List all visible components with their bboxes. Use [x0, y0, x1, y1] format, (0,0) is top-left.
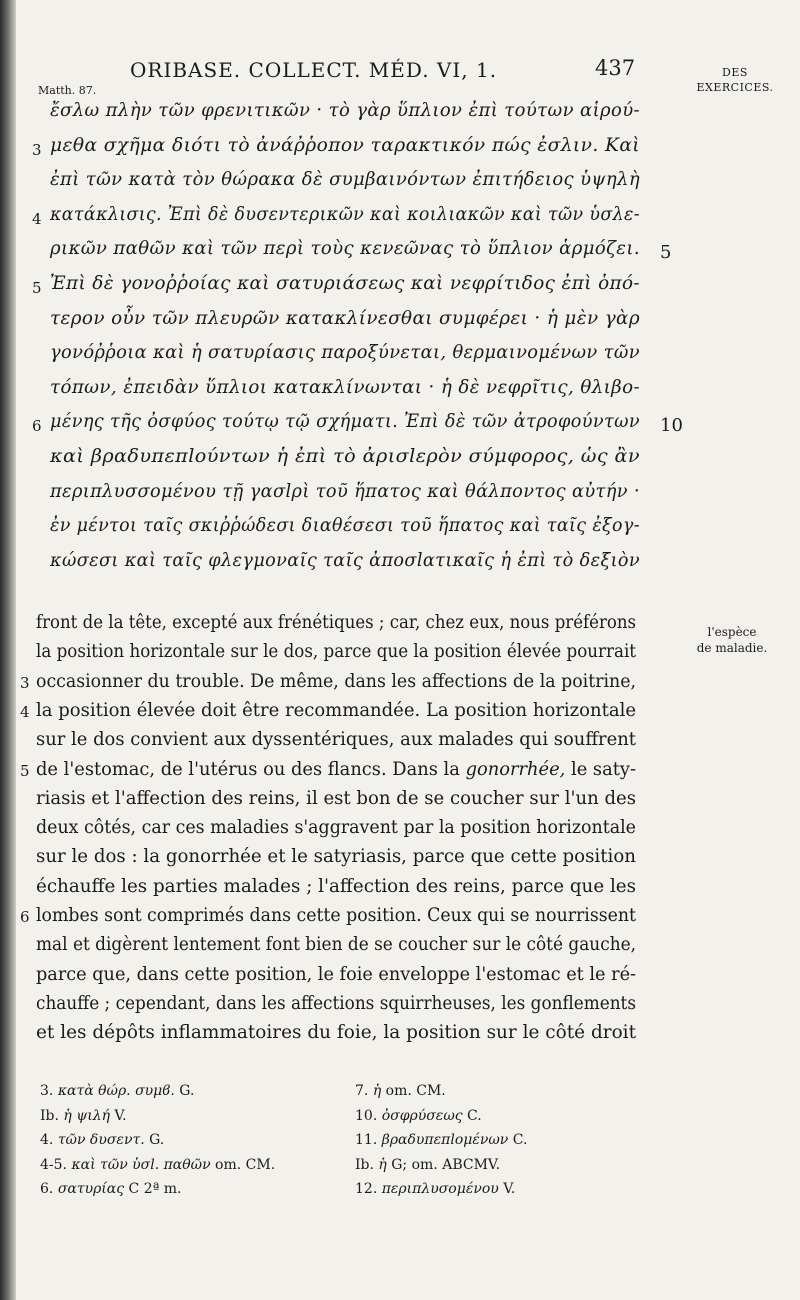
french-line-text: la position élevée doit être recommandée. La position horizontale [36, 699, 636, 721]
verse-line-number: 5 [660, 242, 672, 264]
french-line-content [36, 846, 636, 867]
greek-line-text: ρικῶν παθῶν καὶ τῶν περὶ τοὺς κενεῶνας τὸ ὕπλιον ἁρμόζει. [50, 238, 640, 260]
footnote-greek: ἡ [378, 1156, 387, 1173]
footnote-greek: περιπλυσομένου [381, 1181, 499, 1197]
footnote-ref: 4-5. [40, 1156, 72, 1173]
footnote-greek: καὶ τῶν ὑσl. παθῶν [71, 1156, 211, 1173]
french-line [36, 612, 706, 640]
greek-line [50, 411, 668, 441]
page-number: 437 [595, 56, 636, 80]
footnote-greek: ὀσφρύσεως [381, 1107, 463, 1124]
french-line-text: et les dépôts inflammatoires du foie, la position sur le côté droit [36, 1022, 636, 1044]
footnote-entry [355, 1157, 500, 1173]
french-line-text: parce que, dans cette position, le foie enveloppe l'estomac et le ré- [36, 963, 636, 985]
french-line-content [36, 817, 636, 838]
french-line-text: occasionner du trouble. De même, dans les affections de la poitrine, [36, 670, 636, 692]
footnote-entry [40, 1108, 127, 1124]
french-line-text: mal et digèrent lentement font bien de se coucher sur le côté gauche, [36, 934, 636, 956]
french-line-text: sur le dos : la gonorrhée et le satyriasis, parce que cette position [36, 846, 636, 868]
french-line-content [36, 905, 636, 926]
footnote-entry [40, 1132, 164, 1148]
french-line [36, 817, 673, 845]
french-line [36, 905, 677, 933]
verse-line-number: 10 [660, 415, 683, 437]
line-marker: 6 [20, 908, 30, 926]
french-line-content [36, 612, 636, 633]
footnote-greek: σατυρίας [57, 1181, 125, 1197]
french-line-content [36, 759, 636, 780]
footnote-ref: 7. [355, 1083, 373, 1099]
french-line [36, 641, 700, 669]
margin-note-line2: de maladie. [696, 641, 768, 655]
footnote-ref: Ib. [40, 1107, 64, 1124]
french-line-content [36, 964, 636, 985]
footnote-entry [40, 1083, 194, 1099]
french-line-content [36, 700, 636, 721]
french-line-text: front de la tête, excepté aux frénétiques ; car, chez eux, nous préférons [36, 612, 636, 633]
french-line-content [36, 876, 636, 897]
footnote-sigla: V. [109, 1107, 127, 1124]
footnote-entry [355, 1108, 482, 1124]
french-line-content [36, 934, 636, 955]
greek-line [50, 515, 676, 545]
french-line-text: de l'estomac, de l'utérus ou des flancs. Dans la [36, 758, 460, 780]
footnote-ref: 6. [40, 1181, 58, 1197]
footnote-sigla: C 2ª m. [124, 1181, 182, 1197]
footnote-entry [355, 1132, 527, 1148]
footnote-greek: ἡ ψιλή [63, 1107, 110, 1124]
running-title: ORIBASE. COLLECT. MÉD. VI, 1. [130, 58, 498, 82]
french-line [36, 993, 694, 1021]
greek-line [50, 204, 677, 234]
french-line [36, 700, 652, 728]
footnote-sigla: om. CM. [381, 1083, 446, 1099]
french-line-text: lombes sont comprimés dans cette position. Ceux qui se nourrissent [36, 905, 636, 926]
french-line [36, 876, 643, 904]
french-line [36, 934, 692, 962]
footnote-sigla: V. [498, 1181, 516, 1197]
line-marker: 4 [32, 209, 42, 228]
footnote-ref: Ib. [355, 1156, 379, 1173]
footnote-entry [355, 1181, 515, 1197]
greek-line-text: μεθα σχῆμα διότι τὸ ἀνάῤῥοπον ταρακτικόν πώς ἐσλιν. Καὶ [50, 134, 640, 156]
greek-line [50, 481, 665, 511]
line-marker: 5 [32, 279, 42, 297]
side-title-line2: EXERCICES. [696, 81, 774, 94]
greek-line [50, 446, 640, 476]
french-line-content [36, 788, 636, 809]
greek-line-text: κατάκλισις. Ἐπὶ δὲ δυσεντερικῶν καὶ κοιλιακῶν καὶ τῶν ὑσλε- [50, 203, 640, 225]
greek-line-text: ἔσλω πλὴν τῶν φρενιτικῶν · τὸ γὰρ ὕπλιον ἐπὶ τούτων αἱρού- [50, 100, 640, 121]
footnote-sigla: G. [144, 1132, 165, 1148]
french-line-content [36, 671, 636, 692]
greek-line-text: γονόῤῥοια καὶ ἡ σατυρίασις παροξύνεται, θερμαινομένων τῶν [50, 342, 640, 364]
footnote-greek: τῶν δυσεντ. [57, 1132, 145, 1148]
french-line-text-after: le saty- [565, 758, 636, 780]
greek-line [50, 100, 657, 130]
french-line [36, 788, 650, 816]
footnote-sigla: G. [174, 1083, 195, 1099]
french-line [36, 671, 676, 699]
greek-line [50, 273, 645, 303]
greek-line-text: τόπων, ἐπειδὰν ὕπλιοι κατακλίνωνται · ἡ δὲ νεφρῖτις, θλιβο- [50, 376, 640, 398]
line-marker: 5 [20, 761, 30, 780]
greek-line [50, 377, 650, 407]
greek-line [50, 169, 657, 199]
greek-line-text: περιπλυσσομένου τῇ γασlρὶ τοῦ ἥπατος καὶ θάλποντος αὐτήν · [50, 480, 640, 502]
footnote-entry [355, 1083, 446, 1099]
footnote-ref: 11. [355, 1132, 382, 1148]
greek-line [50, 342, 663, 372]
footnote-ref: 10. [355, 1107, 382, 1124]
french-line [36, 846, 647, 874]
french-line-text: deux côtés, car ces maladies s'aggravent par la position horizontale [36, 817, 636, 839]
footnote-greek: ἡ [372, 1083, 382, 1099]
footnote-ref: 4. [40, 1132, 58, 1148]
greek-line-text: ἐν μέντοι ταῖς σκιῤῥώδεσι διαθέσεσι τοῦ ἥπατος καὶ ταῖς ἐξογ- [50, 515, 640, 537]
line-marker: 3 [20, 673, 30, 692]
footnote-sigla: C. [462, 1107, 482, 1124]
french-line-content [36, 1022, 636, 1043]
page-binding-shadow [0, 0, 16, 1300]
french-line-text: chauffe ; cependant, dans les affections squirrheuses, les gonflements [36, 992, 636, 1014]
french-line-text: échauffe les parties malades ; l'affection des reins, parce que les [36, 875, 636, 897]
french-line-text: riasis et l'affection des reins, il est bon de se coucher sur l'un des [36, 787, 636, 809]
edition-reference: Matth. 87. [38, 84, 97, 97]
side-title-line1: DES [722, 66, 748, 79]
line-marker: 6 [32, 417, 42, 436]
greek-line [50, 134, 640, 165]
footnote-greek: κατὰ θώρ. συμϐ. [57, 1083, 175, 1099]
margin-note-line1: l'espèce [707, 625, 757, 639]
french-line-content [36, 729, 636, 750]
greek-line [50, 238, 654, 268]
french-italic-term: gonorrhée, [465, 758, 566, 780]
footnote-sigla: G; om. ABCMV. [386, 1156, 501, 1173]
greek-line-text: μένης τῆς ὀσφύος τούτῳ τῷ σχήματι. Ἐπὶ δὲ τῶν ἀτροφούντων [50, 411, 640, 433]
footnote-entry [40, 1157, 275, 1173]
french-line-content [36, 993, 636, 1014]
greek-line-text: Ἐπὶ δὲ γονοῤῥοίας καὶ σατυριάσεως καὶ νεφρίτιδος ἐπὶ ὁπό- [50, 273, 640, 294]
french-line-text: sur le dos convient aux dyssentériques, aux malades qui souffrent [36, 729, 636, 751]
greek-line-text: ἐπὶ τῶν κατὰ τὸν θώρακα δὲ συμβαινόντων ἐπιτήδειος ὑψηλὴ [50, 169, 640, 191]
footnote-ref: 12. [355, 1181, 382, 1197]
greek-line-text: καὶ βραδυπεπlούντων ἡ ἐπὶ τὸ ἀρισlερὸν σύμφορος, ὡς ἂν [50, 446, 640, 467]
french-line-text: la position horizontale sur le dos, parce que la position élevée pourrait [36, 641, 636, 663]
french-line [36, 729, 655, 757]
line-marker: 3 [32, 140, 42, 159]
line-marker: 4 [20, 702, 30, 721]
french-line [36, 759, 658, 787]
french-line [36, 964, 664, 992]
french-line [36, 1022, 638, 1050]
footnote-sigla: C. [508, 1132, 528, 1148]
greek-line-text: τερον οὖν τῶν πλευρῶν κατακλίνεσθαι συμφέρει · ἡ μὲν γὰρ [50, 307, 640, 329]
footnote-sigla: om. CM. [210, 1156, 276, 1173]
greek-line-text: κώσεσι καὶ ταῖς φλεγμοναῖς ταῖς ἀποσlατικαῖς ἡ ἐπὶ τὸ δεξιὸν [50, 549, 640, 571]
french-line-content [36, 641, 636, 662]
footnote-entry [40, 1181, 181, 1197]
greek-line [50, 308, 646, 338]
footnote-ref: 3. [40, 1083, 58, 1099]
footnote-greek: βραδυπεπlομένων [381, 1132, 509, 1148]
greek-line [50, 550, 669, 580]
